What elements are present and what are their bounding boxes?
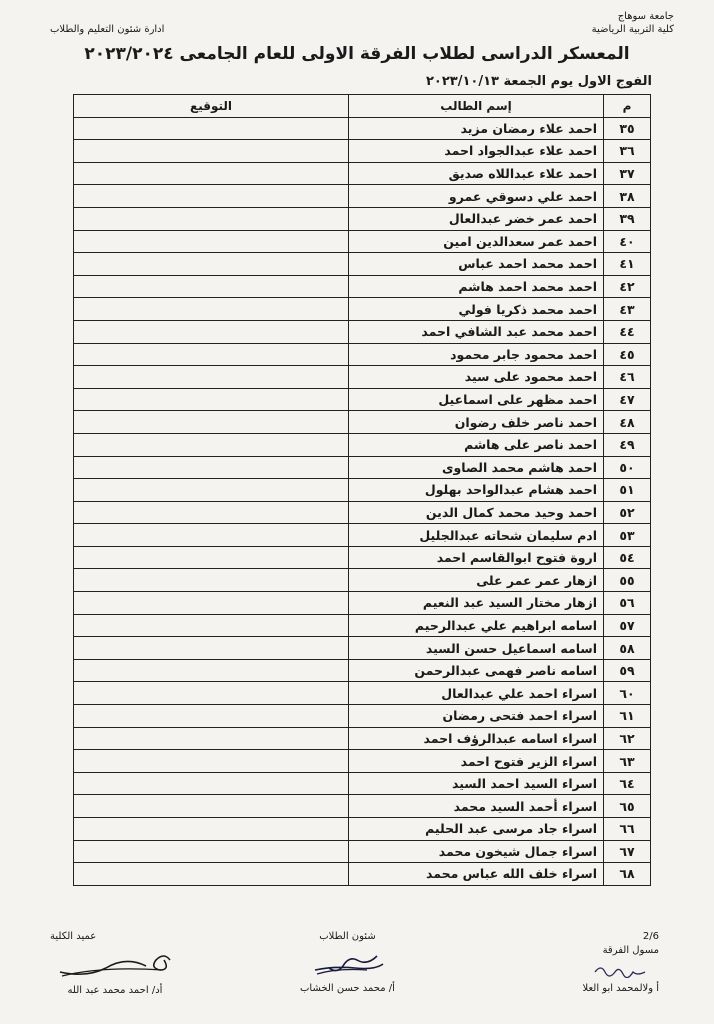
student-roster-table [73, 94, 651, 886]
signature-cell[interactable] [74, 343, 349, 366]
student-number: ٤٤ [604, 320, 651, 343]
table-header-row [74, 95, 651, 118]
student-name: احمد محمد احمد هاشم [349, 275, 604, 298]
student-name: احمد عمر خضر عبدالعال [349, 207, 604, 230]
signature-cell[interactable] [74, 456, 349, 479]
signature-cell[interactable] [74, 207, 349, 230]
table-row [74, 275, 651, 298]
signature-cell[interactable] [74, 479, 349, 502]
student-number: ٣٩ [604, 207, 651, 230]
student-number: ٦٣ [604, 750, 651, 773]
student-number: ٥٦ [604, 592, 651, 615]
student-number: ٤٣ [604, 298, 651, 321]
table-row [74, 592, 651, 615]
student-name: احمد علاء عبداللاه صديق [349, 162, 604, 185]
student-name: اسراء جاد مرسى عبد الحليم [349, 818, 604, 841]
signature-cell[interactable] [74, 659, 349, 682]
student-number: ٥١ [604, 479, 651, 502]
dean-signature-block [50, 930, 180, 998]
signature-cell[interactable] [74, 750, 349, 773]
signature-cell[interactable] [74, 840, 349, 863]
header-student-name: إسم الطالب [349, 95, 604, 118]
student-number: ٦١ [604, 705, 651, 728]
department-name: ادارة شئون التعليم والطلاب [50, 24, 165, 35]
table-row [74, 388, 651, 411]
table-row [74, 727, 651, 750]
signature-cell[interactable] [74, 140, 349, 163]
table-row [74, 501, 651, 524]
student-affairs-signature [307, 948, 387, 978]
student-number: ٤٧ [604, 388, 651, 411]
page-number: 2/6 [642, 931, 659, 942]
table-row [74, 140, 651, 163]
table-row [74, 659, 651, 682]
institution-header [592, 10, 674, 36]
signature-cell[interactable] [74, 705, 349, 728]
student-name: اسراء اسامه عبدالرؤف احمد [349, 727, 604, 750]
signature-cell[interactable] [74, 117, 349, 140]
signature-cell[interactable] [74, 546, 349, 569]
table-row [74, 253, 651, 276]
signature-cell[interactable] [74, 592, 349, 615]
student-number: ٤٨ [604, 411, 651, 434]
table-row [74, 750, 651, 773]
roster-body [74, 117, 651, 885]
student-name: اسراء أحمد السيد محمد [349, 795, 604, 818]
student-name: اسامه ابراهيم علي عبدالرحيم [349, 614, 604, 637]
student-name: احمد وحيد محمد كمال الدين [349, 501, 604, 524]
student-affairs-name: أ/ محمد حسن الخشاب [300, 983, 395, 994]
student-number: ٦٢ [604, 727, 651, 750]
signature-cell[interactable] [74, 501, 349, 524]
signature-cell[interactable] [74, 253, 349, 276]
dean-signature [50, 948, 180, 980]
table-row [74, 117, 651, 140]
faculty-name: كلية التربية الرياضية [591, 24, 674, 35]
student-name: اسراء احمد علي عبدالعال [349, 682, 604, 705]
student-name: احمد مظهر على اسماعيل [349, 388, 604, 411]
student-number: ٤١ [604, 253, 651, 276]
table-row [74, 162, 651, 185]
table-row [74, 682, 651, 705]
student-name: ادم سليمان شحاته عبدالجليل [349, 524, 604, 547]
student-number: ٥٥ [604, 569, 651, 592]
student-name: احمد ناصر على هاشم [349, 433, 604, 456]
student-name: اسراء السيد احمد السيد [349, 772, 604, 795]
table-row [74, 795, 651, 818]
student-number: ٤٩ [604, 433, 651, 456]
signature-cell[interactable] [74, 614, 349, 637]
student-name: ازهار مختار السيد عبد النعيم [349, 592, 604, 615]
student-number: ٤٢ [604, 275, 651, 298]
student-name: احمد محمد ذكريا فولي [349, 298, 604, 321]
student-name: اروة فتوح ابوالقاسم احمد [349, 546, 604, 569]
student-number: ٥٤ [604, 546, 651, 569]
student-affairs-title: شئون الطلاب [319, 931, 376, 942]
signature-cell[interactable] [74, 818, 349, 841]
table-row [74, 614, 651, 637]
student-name: احمد محمد عبد الشافي احمد [349, 320, 604, 343]
student-number: ٣٧ [604, 162, 651, 185]
student-number: ٤٦ [604, 366, 651, 389]
student-name: احمد محمود على سيد [349, 366, 604, 389]
signature-cell[interactable] [74, 863, 349, 886]
student-affairs-signature-block [300, 930, 395, 996]
student-number: ٥٧ [604, 614, 651, 637]
student-number: ٦٥ [604, 795, 651, 818]
dean-title: عميد الكلية [50, 931, 97, 942]
student-name: احمد محمد احمد عباس [349, 253, 604, 276]
table-row [74, 207, 651, 230]
table-row [74, 479, 651, 502]
student-number: ٦٦ [604, 818, 651, 841]
signature-cell[interactable] [74, 320, 349, 343]
signature-cell[interactable] [74, 298, 349, 321]
table-row [74, 343, 651, 366]
student-number: ٦٨ [604, 863, 651, 886]
student-number: ٤٥ [604, 343, 651, 366]
table-row [74, 366, 651, 389]
table-row [74, 840, 651, 863]
supervisor-signature [591, 962, 651, 978]
student-number: ٥٢ [604, 501, 651, 524]
signature-cell[interactable] [74, 569, 349, 592]
student-name: اسراء الزير فتوح احمد [349, 750, 604, 773]
student-name: ازهار عمر عمر على [349, 569, 604, 592]
student-name: احمد علاء رمضان مزيد [349, 117, 604, 140]
student-number: ٦٧ [604, 840, 651, 863]
student-number: ٦٠ [604, 682, 651, 705]
table-row [74, 818, 651, 841]
student-name: اسامه ناصر فهمى عبدالرحمن [349, 659, 604, 682]
signature-cell[interactable] [74, 275, 349, 298]
university-name: جامعة سوهاج [617, 11, 674, 22]
table-row [74, 524, 651, 547]
table-row [74, 298, 651, 321]
signature-cell[interactable] [74, 727, 349, 750]
table-row [74, 320, 651, 343]
student-name: احمد محمود جابر محمود [349, 343, 604, 366]
signature-cell[interactable] [74, 637, 349, 660]
signature-cell[interactable] [74, 388, 349, 411]
header-number: م [604, 95, 651, 118]
signature-cell[interactable] [74, 162, 349, 185]
table-row [74, 863, 651, 886]
student-name: احمد هاشم محمد الصاوى [349, 456, 604, 479]
signature-cell[interactable] [74, 366, 349, 389]
student-number: ٣٥ [604, 117, 651, 140]
document-title: المعسكر الدراسى لطلاب الفرقة الاولى للعام الجامعى ٢٠٢٣/٢٠٢٤ [84, 44, 630, 64]
table-row [74, 637, 651, 660]
header-signature: التوقيع [74, 95, 349, 118]
signature-cell[interactable] [74, 524, 349, 547]
student-name: اسامه اسماعيل حسن السيد [349, 637, 604, 660]
student-name: احمد عمر سعدالدين امين [349, 230, 604, 253]
table-row [74, 705, 651, 728]
student-name: احمد علاء عبدالجواد احمد [349, 140, 604, 163]
table-row [74, 411, 651, 434]
student-number: ٥٣ [604, 524, 651, 547]
table-row [74, 185, 651, 208]
student-name: احمد ناصر خلف رضوان [349, 411, 604, 434]
student-name: اسراء خلف الله عباس محمد [349, 863, 604, 886]
student-name: اسراء احمد فتحى رمضان [349, 705, 604, 728]
table-row [74, 433, 651, 456]
table-row [74, 569, 651, 592]
student-name: اسراء جمال شيخون محمد [349, 840, 604, 863]
student-number: ٥٠ [604, 456, 651, 479]
table-row [74, 456, 651, 479]
table-row [74, 230, 651, 253]
student-number: ٤٠ [604, 230, 651, 253]
signature-cell[interactable] [74, 411, 349, 434]
supervisor-name: أ ولالمحمد ابو العلا [582, 983, 659, 994]
signature-cell[interactable] [74, 795, 349, 818]
student-name: احمد هشام عبدالواحد بهلول [349, 479, 604, 502]
signature-cell[interactable] [74, 682, 349, 705]
signature-cell[interactable] [74, 772, 349, 795]
student-number: ٥٨ [604, 637, 651, 660]
dean-name: أد/ احمد محمد عبد الله [67, 985, 163, 996]
signature-cell[interactable] [74, 230, 349, 253]
student-number: ٣٦ [604, 140, 651, 163]
signature-cell[interactable] [74, 185, 349, 208]
document-subtitle: الفوج الاول يوم الجمعة ٢٠٢٣/١٠/١٣ [425, 74, 652, 89]
student-number: ٣٨ [604, 185, 651, 208]
supervisor-title: مسول الفرقة [602, 945, 659, 956]
student-name: احمد علي دسوقي عمرو [349, 185, 604, 208]
table-row [74, 772, 651, 795]
student-number: ٥٩ [604, 659, 651, 682]
table-row [74, 546, 651, 569]
supervisor-signature-block [582, 930, 659, 996]
signature-cell[interactable] [74, 433, 349, 456]
student-number: ٦٤ [604, 772, 651, 795]
